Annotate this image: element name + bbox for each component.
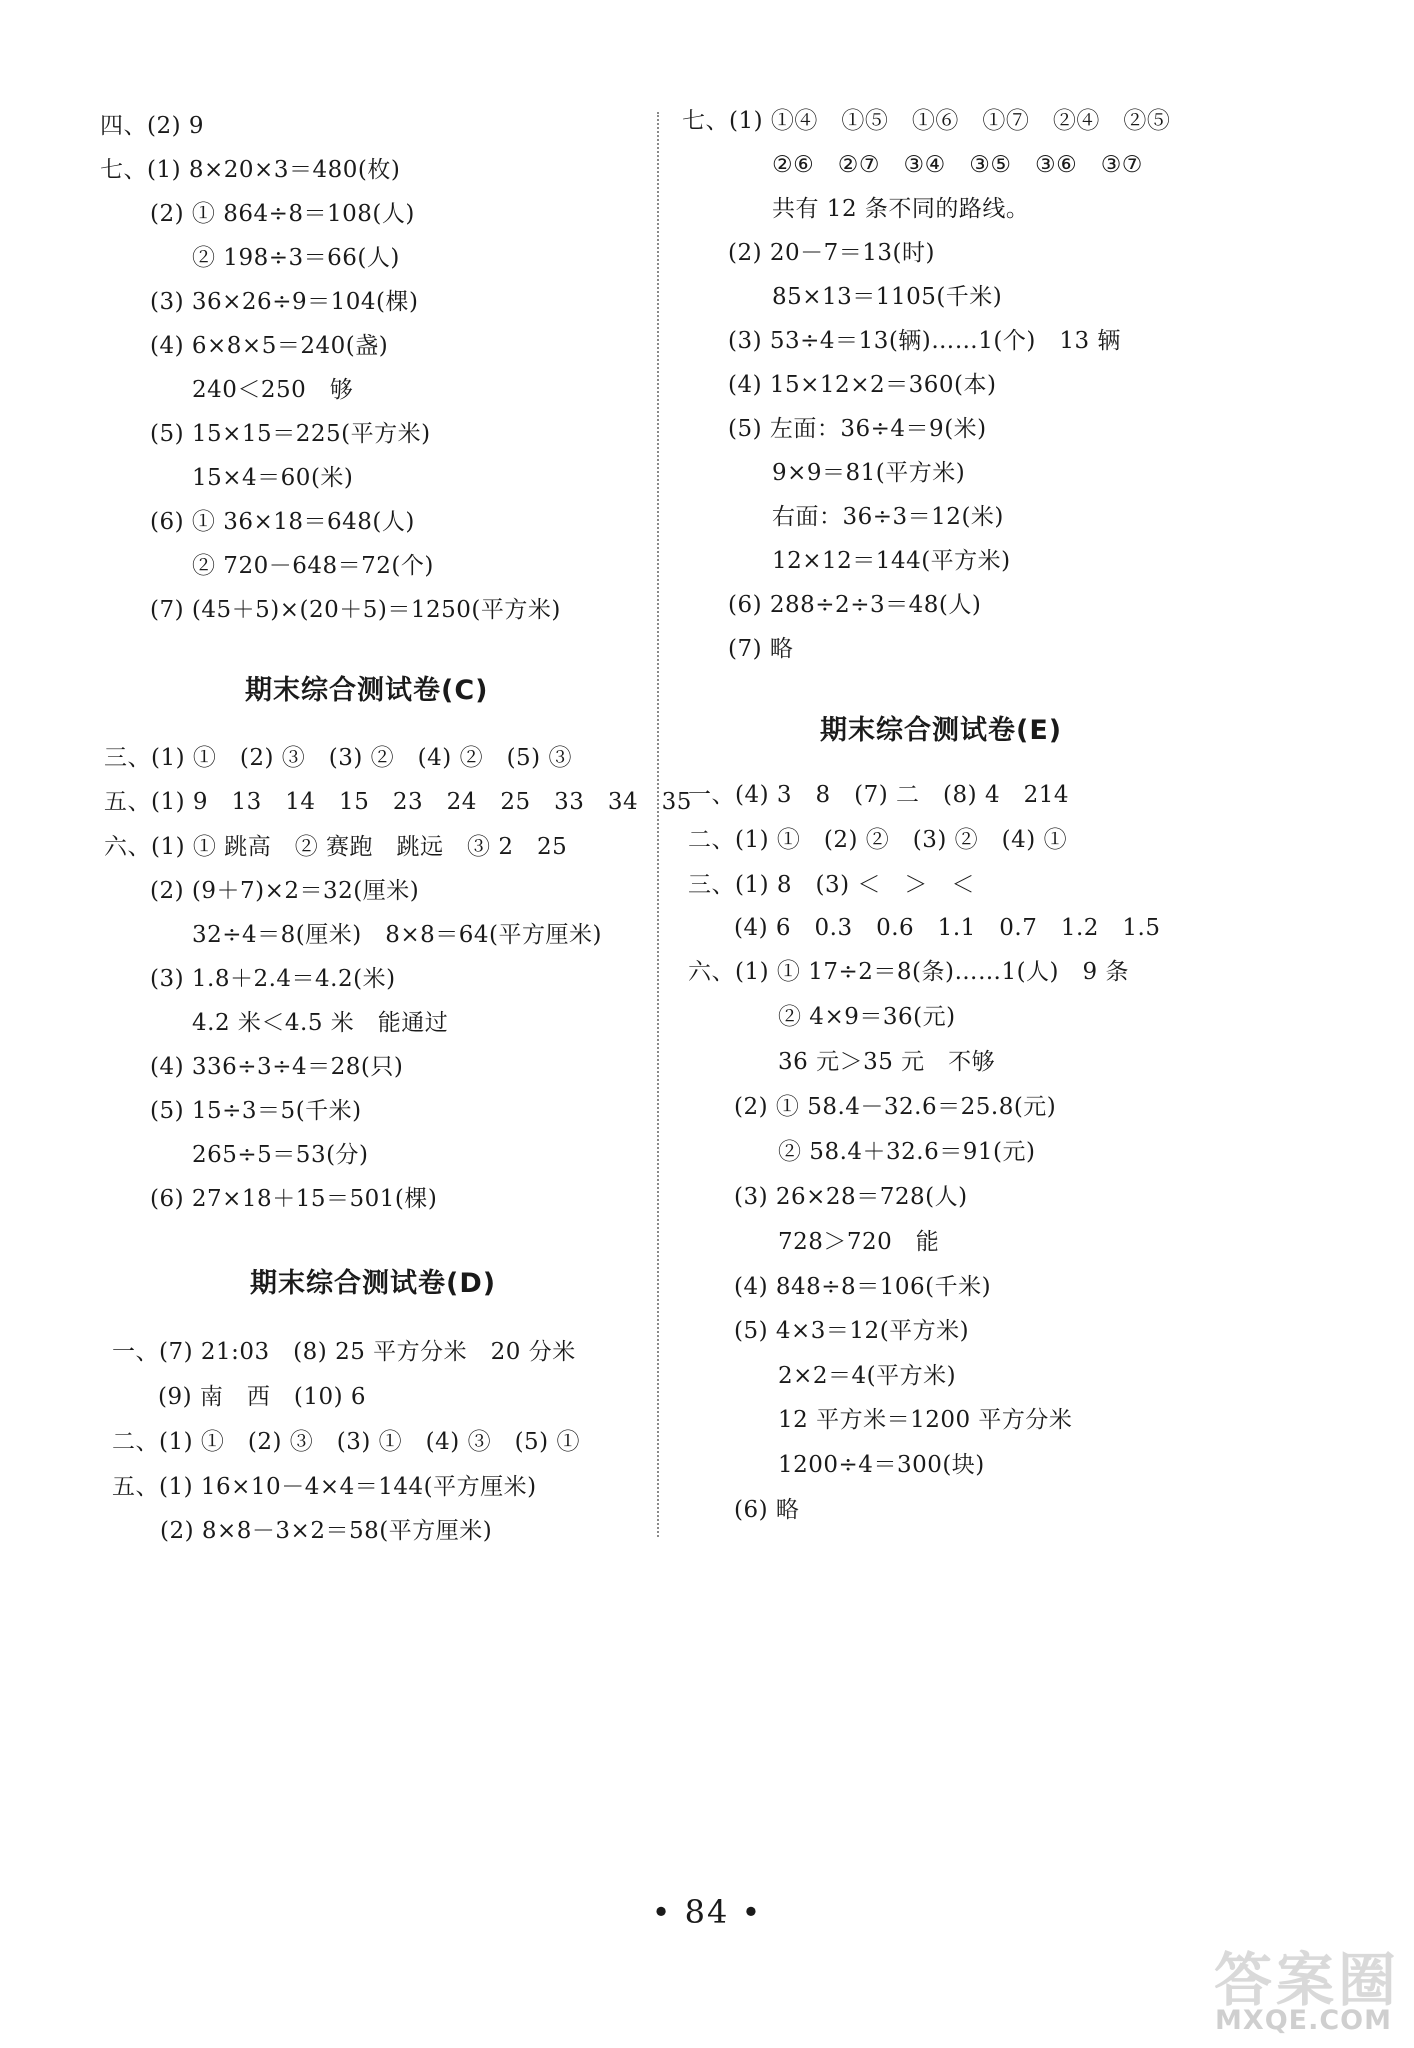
answer-line: (4) 6 0.3 0.6 1.1 0.7 1.2 1.5 (734, 915, 1161, 941)
answer-line: ② 198÷3＝66(人) (192, 245, 400, 271)
answer-line: 七、(1) 8×20×3＝480(枚) (100, 157, 401, 183)
answer-line: 12 平方米＝1200 平方分米 (778, 1407, 1073, 1433)
section-heading-c: 期末综合测试卷(C) (245, 675, 489, 706)
answer-line: (2) ① 58.4－32.6＝25.8(元) (734, 1094, 1057, 1120)
answer-line: 1200÷4＝300(块) (778, 1452, 985, 1478)
answer-line: (3) 53÷4＝13(辆)……1(个) 13 辆 (728, 328, 1121, 354)
answer-line: 2×2＝4(平方米) (778, 1363, 957, 1389)
answer-line: (4) 336÷3÷4＝28(只) (150, 1054, 404, 1080)
answer-line: (4) 6×8×5＝240(盏) (150, 333, 389, 359)
answer-line: (2) 8×8－3×2＝58(平方厘米) (160, 1518, 493, 1544)
answer-line: ② 4×9＝36(元) (778, 1004, 956, 1030)
answer-line: (6) 略 (734, 1497, 800, 1523)
answer-line: (5) 左面：36÷4＝9(米) (728, 416, 987, 442)
section-heading-e: 期末综合测试卷(E) (820, 715, 1063, 746)
answer-line: 七、(1) ①④ ①⑤ ①⑥ ①⑦ ②④ ②⑤ (682, 108, 1171, 134)
watermark-url: MXQE.COM (1215, 2005, 1392, 2036)
answer-line: 五、(1) 16×10－4×4＝144(平方厘米) (112, 1474, 537, 1500)
answer-line: ②⑥ ②⑦ ③④ ③⑤ ③⑥ ③⑦ (772, 152, 1143, 178)
answer-line: 五、(1) 9 13 14 15 23 24 25 33 34 35 (104, 789, 692, 815)
answer-line: 15×4＝60(米) (192, 465, 354, 491)
page-number: • 84 • (651, 1893, 763, 1931)
answer-line: (2) 20－7＝13(时) (728, 240, 936, 266)
answer-line: ② 720－648＝72(个) (192, 553, 434, 579)
answer-line: 一、(4) 3 8 (7) 二 (8) 4 214 (688, 782, 1069, 808)
answer-line: 32÷4＝8(厘米) 8×8＝64(平方厘米) (192, 922, 603, 948)
answer-line: 共有 12 条不同的路线。 (772, 196, 1030, 222)
answer-line: 4.2 米＜4.5 米 能通过 (192, 1010, 449, 1036)
answer-line: 85×13＝1105(千米) (772, 284, 1003, 310)
answer-line: 265÷5＝53(分) (192, 1142, 369, 1168)
answer-line: 三、(1) ① (2) ③ (3) ② (4) ② (5) ③ (104, 745, 572, 771)
answer-line: (6) 27×18＋15＝501(棵) (150, 1186, 438, 1212)
answer-line: 12×12＝144(平方米) (772, 548, 1011, 574)
answer-line: (5) 4×3＝12(平方米) (734, 1318, 970, 1344)
answer-line: 一、(7) 21:03 (8) 25 平方分米 20 分米 (112, 1339, 576, 1365)
answer-line: (4) 15×12×2＝360(本) (728, 372, 997, 398)
answer-line: (3) 26×28＝728(人) (734, 1184, 968, 1210)
answer-line: (6) 288÷2÷3＝48(人) (728, 592, 982, 618)
answer-line: 二、(1) ① (2) ③ (3) ① (4) ③ (5) ① (112, 1429, 580, 1455)
answer-line: (2) (9＋7)×2＝32(厘米) (150, 878, 420, 904)
answer-line: 9×9＝81(平方米) (772, 460, 966, 486)
answer-line: (3) 1.8＋2.4＝4.2(米) (150, 966, 396, 992)
answer-line: (4) 848÷8＝106(千米) (734, 1274, 992, 1300)
answer-line: (9) 南 西 (10) 6 (158, 1384, 367, 1410)
answer-line: 二、(1) ① (2) ② (3) ② (4) ① (688, 827, 1068, 853)
answer-line: 右面：36÷3＝12(米) (772, 504, 1004, 530)
answer-line: (2) ① 864÷8＝108(人) (150, 201, 415, 227)
answer-line: (3) 36×26÷9＝104(棵) (150, 289, 419, 315)
answer-line: (5) 15÷3＝5(千米) (150, 1098, 362, 1124)
watermark-glyphs: 答案圈 (1213, 1946, 1400, 2014)
answer-line: (7) 略 (728, 636, 794, 662)
answer-line: 三、(1) 8 (3) ＜ ＞ ＜ (688, 872, 975, 898)
column-divider (657, 112, 659, 1537)
watermark-logo (1150, 1931, 1400, 2036)
answer-line: 四、(2) 9 (100, 113, 205, 139)
answer-line: (7) (45＋5)×(20＋5)＝1250(平方米) (150, 597, 561, 623)
answer-line: ② 58.4＋32.6＝91(元) (778, 1139, 1036, 1165)
answer-line: 240＜250 够 (192, 377, 354, 403)
answer-line: 六、(1) ① 跳高 ② 赛跑 跳远 ③ 2 25 (104, 834, 568, 860)
answer-line: 728＞720 能 (778, 1229, 940, 1255)
answer-line: 六、(1) ① 17÷2＝8(条)……1(人) 9 条 (688, 959, 1129, 985)
answer-line: (6) ① 36×18＝648(人) (150, 509, 415, 535)
answer-line: 36 元＞35 元 不够 (778, 1049, 996, 1075)
section-heading-d: 期末综合测试卷(D) (250, 1268, 497, 1299)
answer-line: (5) 15×15＝225(平方米) (150, 421, 431, 447)
